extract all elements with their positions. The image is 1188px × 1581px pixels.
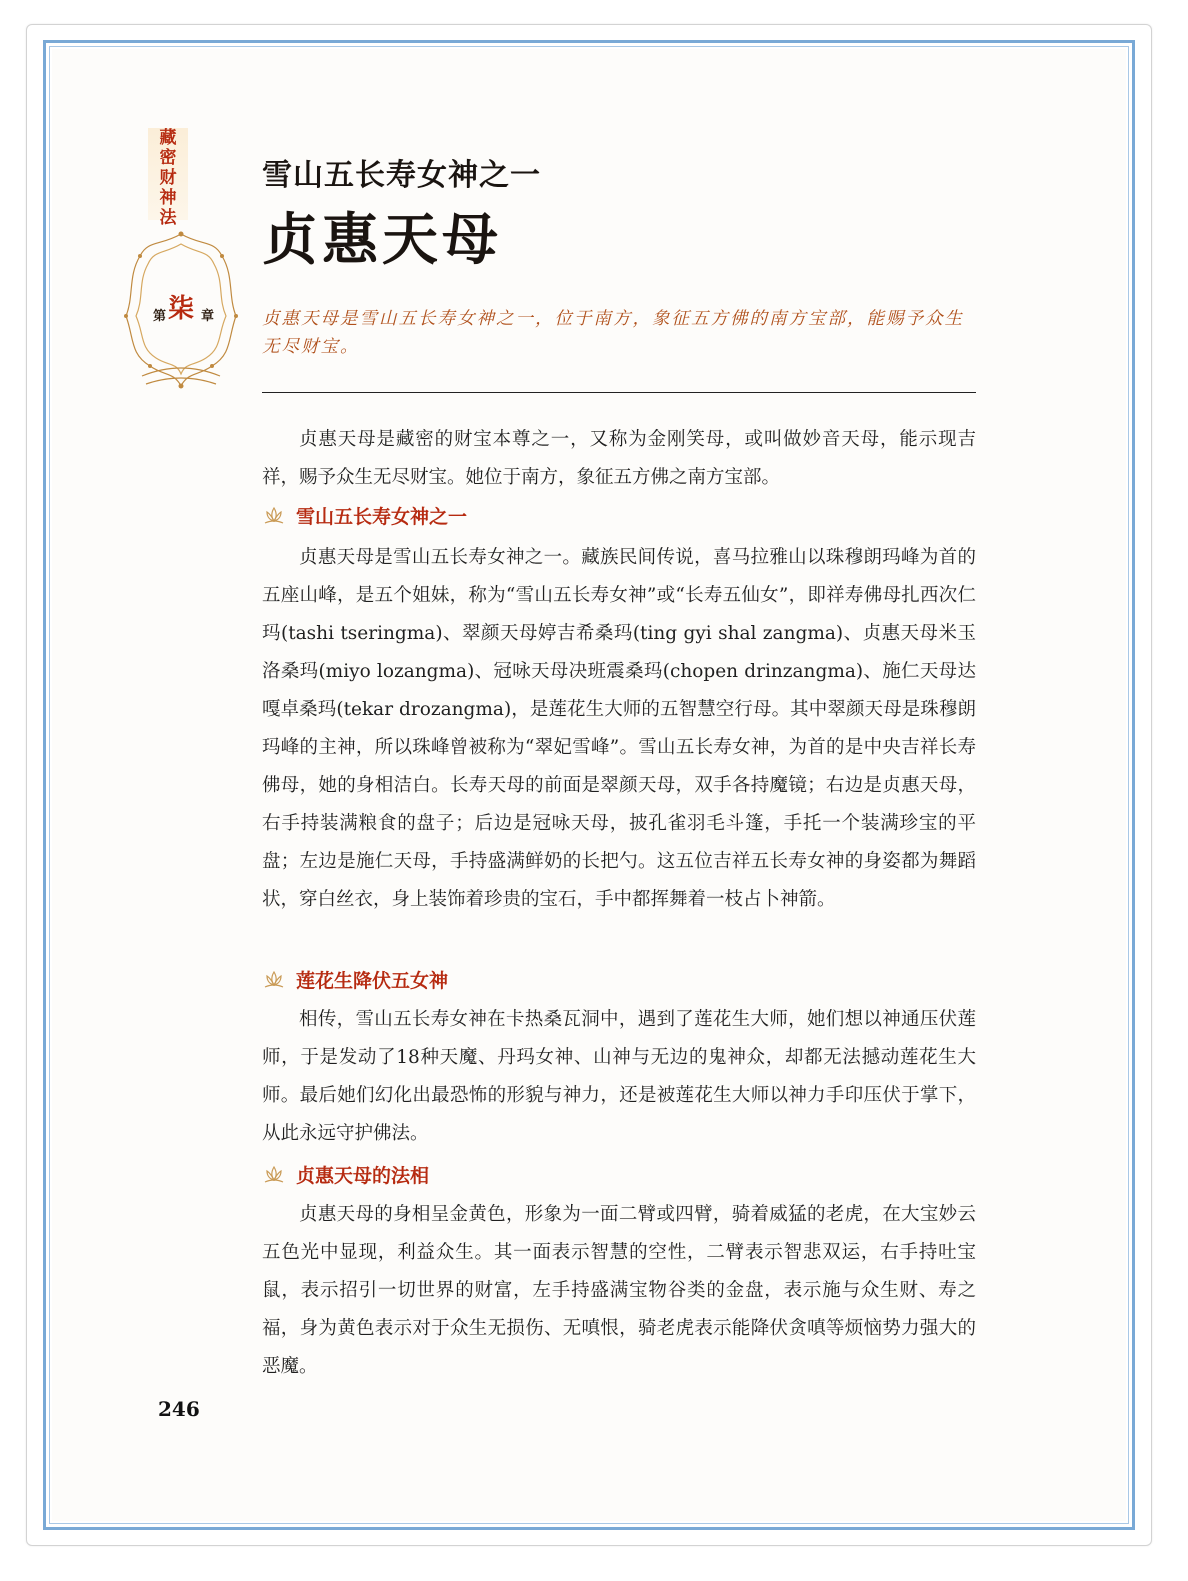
lotus-icon [262,1164,286,1186]
chapter-suffix: 章 [201,309,215,324]
page-title: 贞惠天母 [262,207,502,273]
page-subtitle: 雪山五长寿女神之一 [262,158,541,193]
lotus-icon [262,505,286,527]
lotus-icon [262,969,286,991]
section-heading [262,966,448,993]
divider [262,392,976,393]
chapter-number: 柒 [167,294,194,324]
side-title-char: 密 [159,148,177,168]
side-title [148,128,188,228]
side-title-char: 神 [159,188,177,208]
side-title-char: 藏 [159,128,177,148]
side-title-char: 财 [159,168,177,188]
paragraph: 贞惠天母是雪山五长寿女神之一。藏族民间传说，喜马拉雅山以珠穆朗玛峰为首的五座山峰，是五个姐妹，称为“雪山五长寿女神”或“长寿五仙女”，即祥寿佛母扎西次仁玛(tashi tseringma)、翠颜天母婷吉希桑玛(ting gyi shal zangma)、贞惠天母米玉洛桑玛(miyo lozangma)、冠咏天母决班震桑玛(chopen drinzangma)、施仁天母达嘎卓桑玛(tekar drozangma)，是莲花生大师的五智慧空行母。其中翠颜天母是珠穆朗玛峰的主神，所以珠峰曾被称为“翠妃雪峰”。雪山五长寿女神，为首的是中央吉祥长寿佛母，她的身相洁白。长寿天母的前面是翠颜天母，双手各持魔镜；右边是贞惠天母，右手持装满粮食的盘子；后边是冠咏天母，披孔雀羽毛斗篷，手托一个装满珍宝的平盘；左边是施仁天母，手持盛满鲜奶的长把勺。这五位吉祥五长寿女神的身姿都为舞蹈状，穿白丝衣，身上装饰着珍贵的宝石，手中都挥舞着一枝占卜神箭。 [262,547,976,910]
section-heading [262,502,467,529]
section-heading-text: 雪山五长寿女神之一 [296,506,468,528]
chapter-prefix: 第 [153,309,167,324]
side-title-char: 法 [159,208,177,228]
intro-text: 贞惠天母是雪山五长寿女神之一，位于南方，象征五方佛的南方宝部，能赐予众生无尽财宝。 [262,309,964,357]
section-heading-text: 莲花生降伏五女神 [296,970,449,992]
paragraph: 贞惠天母的身相呈金黄色，形象为一面二臂或四臂，骑着威猛的老虎，在大宝妙云五色光中显现，利益众生。其一面表示智慧的空性，二臂表示智悲双运，右手持吐宝鼠，表示招引一切世界的财富，左手持盛满宝物谷类的金盘，表示施与众生财、寿之福，身为黄色表示对于众生无损伤、无嗔恨，骑老虎表示能降伏贪嗔等烦恼势力强大的恶魔。 [262,1204,976,1377]
page-number: 246 [158,1397,200,1421]
paragraph: 相传，雪山五长寿女神在卡热桑瓦洞中，遇到了莲花生大师，她们想以神通压伏莲师，于是发动了18种天魔、丹玛女神、山神与无边的鬼神众，却都无法撼动莲花生大师。最后她们幻化出最恐怖的形貌与神力，还是被莲花生大师以神力手印压伏于掌下，从此永远守护佛法。 [262,1009,976,1144]
section-heading-text: 贞惠天母的法相 [296,1165,430,1187]
section-heading [262,1161,429,1188]
paragraph: 贞惠天母是藏密的财宝本尊之一，又称为金刚笑母，或叫做妙音天母，能示现吉祥，赐予众生无尽财宝。她位于南方，象征五方佛之南方宝部。 [262,429,976,488]
